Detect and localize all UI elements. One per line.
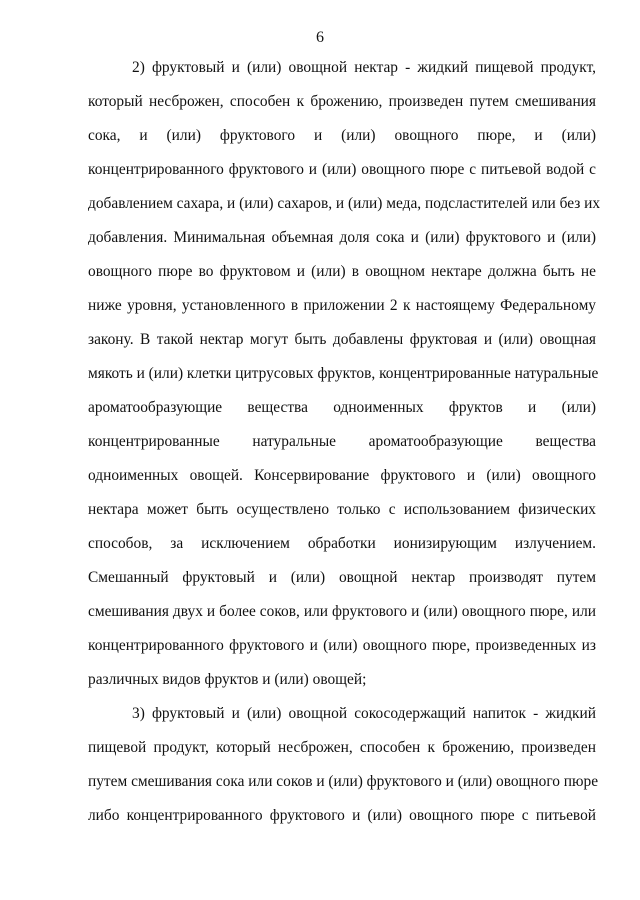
paragraph-juice-containing-drink [88,697,599,833]
document-body [88,51,601,833]
text-line: смешивания двух и более соков, или фруктового и (или) овощного пюре, или [88,603,596,620]
text-line: нектара может быть осуществлено только с использованием физических [88,501,596,518]
page-number: 6 [316,29,324,46]
text-line: который несброжен, способен к брожению, произведен путем смешивания [88,93,596,110]
text-line: концентрированного фруктового и (или) овощного пюре, произведенных из [88,637,596,654]
text-line: либо концентрированного фруктового и (или) овощного пюре с питьевой [88,807,596,824]
text-line: ниже уровня, установленного в приложении 2 к настоящему Федеральному [88,297,596,314]
text-line: овощного пюре во фруктовом и (или) в овощном нектаре должна быть не [88,263,596,280]
text-line: мякоть и (или) клетки цитрусовых фруктов, концентрированные натуральные [88,365,599,382]
text-line: концентрированные натуральные ароматообразующие вещества [88,433,596,450]
paragraph-fruit-vegetable-nectar [88,51,601,697]
text-line: 2) фруктовый и (или) овощной нектар - жидкий пищевой продукт, [132,59,596,76]
text-line: добавлением сахара, и (или) сахаров, и (или) меда, подсластителей или без их [88,195,601,212]
text-line: сока, и (или) фруктового и (или) овощного пюре, и (или) [88,127,596,144]
text-line: одноименных овощей. Консервирование фруктового и (или) овощного [88,467,596,484]
text-line: добавления. Минимальная объемная доля сока и (или) фруктового и (или) [88,229,596,246]
text-line: ароматообразующие вещества одноименных фруктов и (или) [88,399,596,416]
text-line: путем смешивания сока или соков и (или) фруктового и (или) овощного пюре [88,773,599,790]
text-line: 3) фруктовый и (или) овощной сокосодержащий напиток - жидкий [132,705,596,722]
text-line: пищевой продукт, который несброжен, способен к брожению, произведен [88,739,596,756]
text-line: различных видов фруктов и (или) овощей; [88,671,367,688]
text-line: Смешанный фруктовый и (или) овощной нектар производят путем [88,569,596,586]
text-line: закону. В такой нектар могут быть добавлены фруктовая и (или) овощная [88,331,596,348]
text-line: концентрированного фруктового и (или) овощного пюре с питьевой водой с [88,161,596,178]
text-line: способов, за исключением обработки ионизирующим излучением. [88,535,596,552]
